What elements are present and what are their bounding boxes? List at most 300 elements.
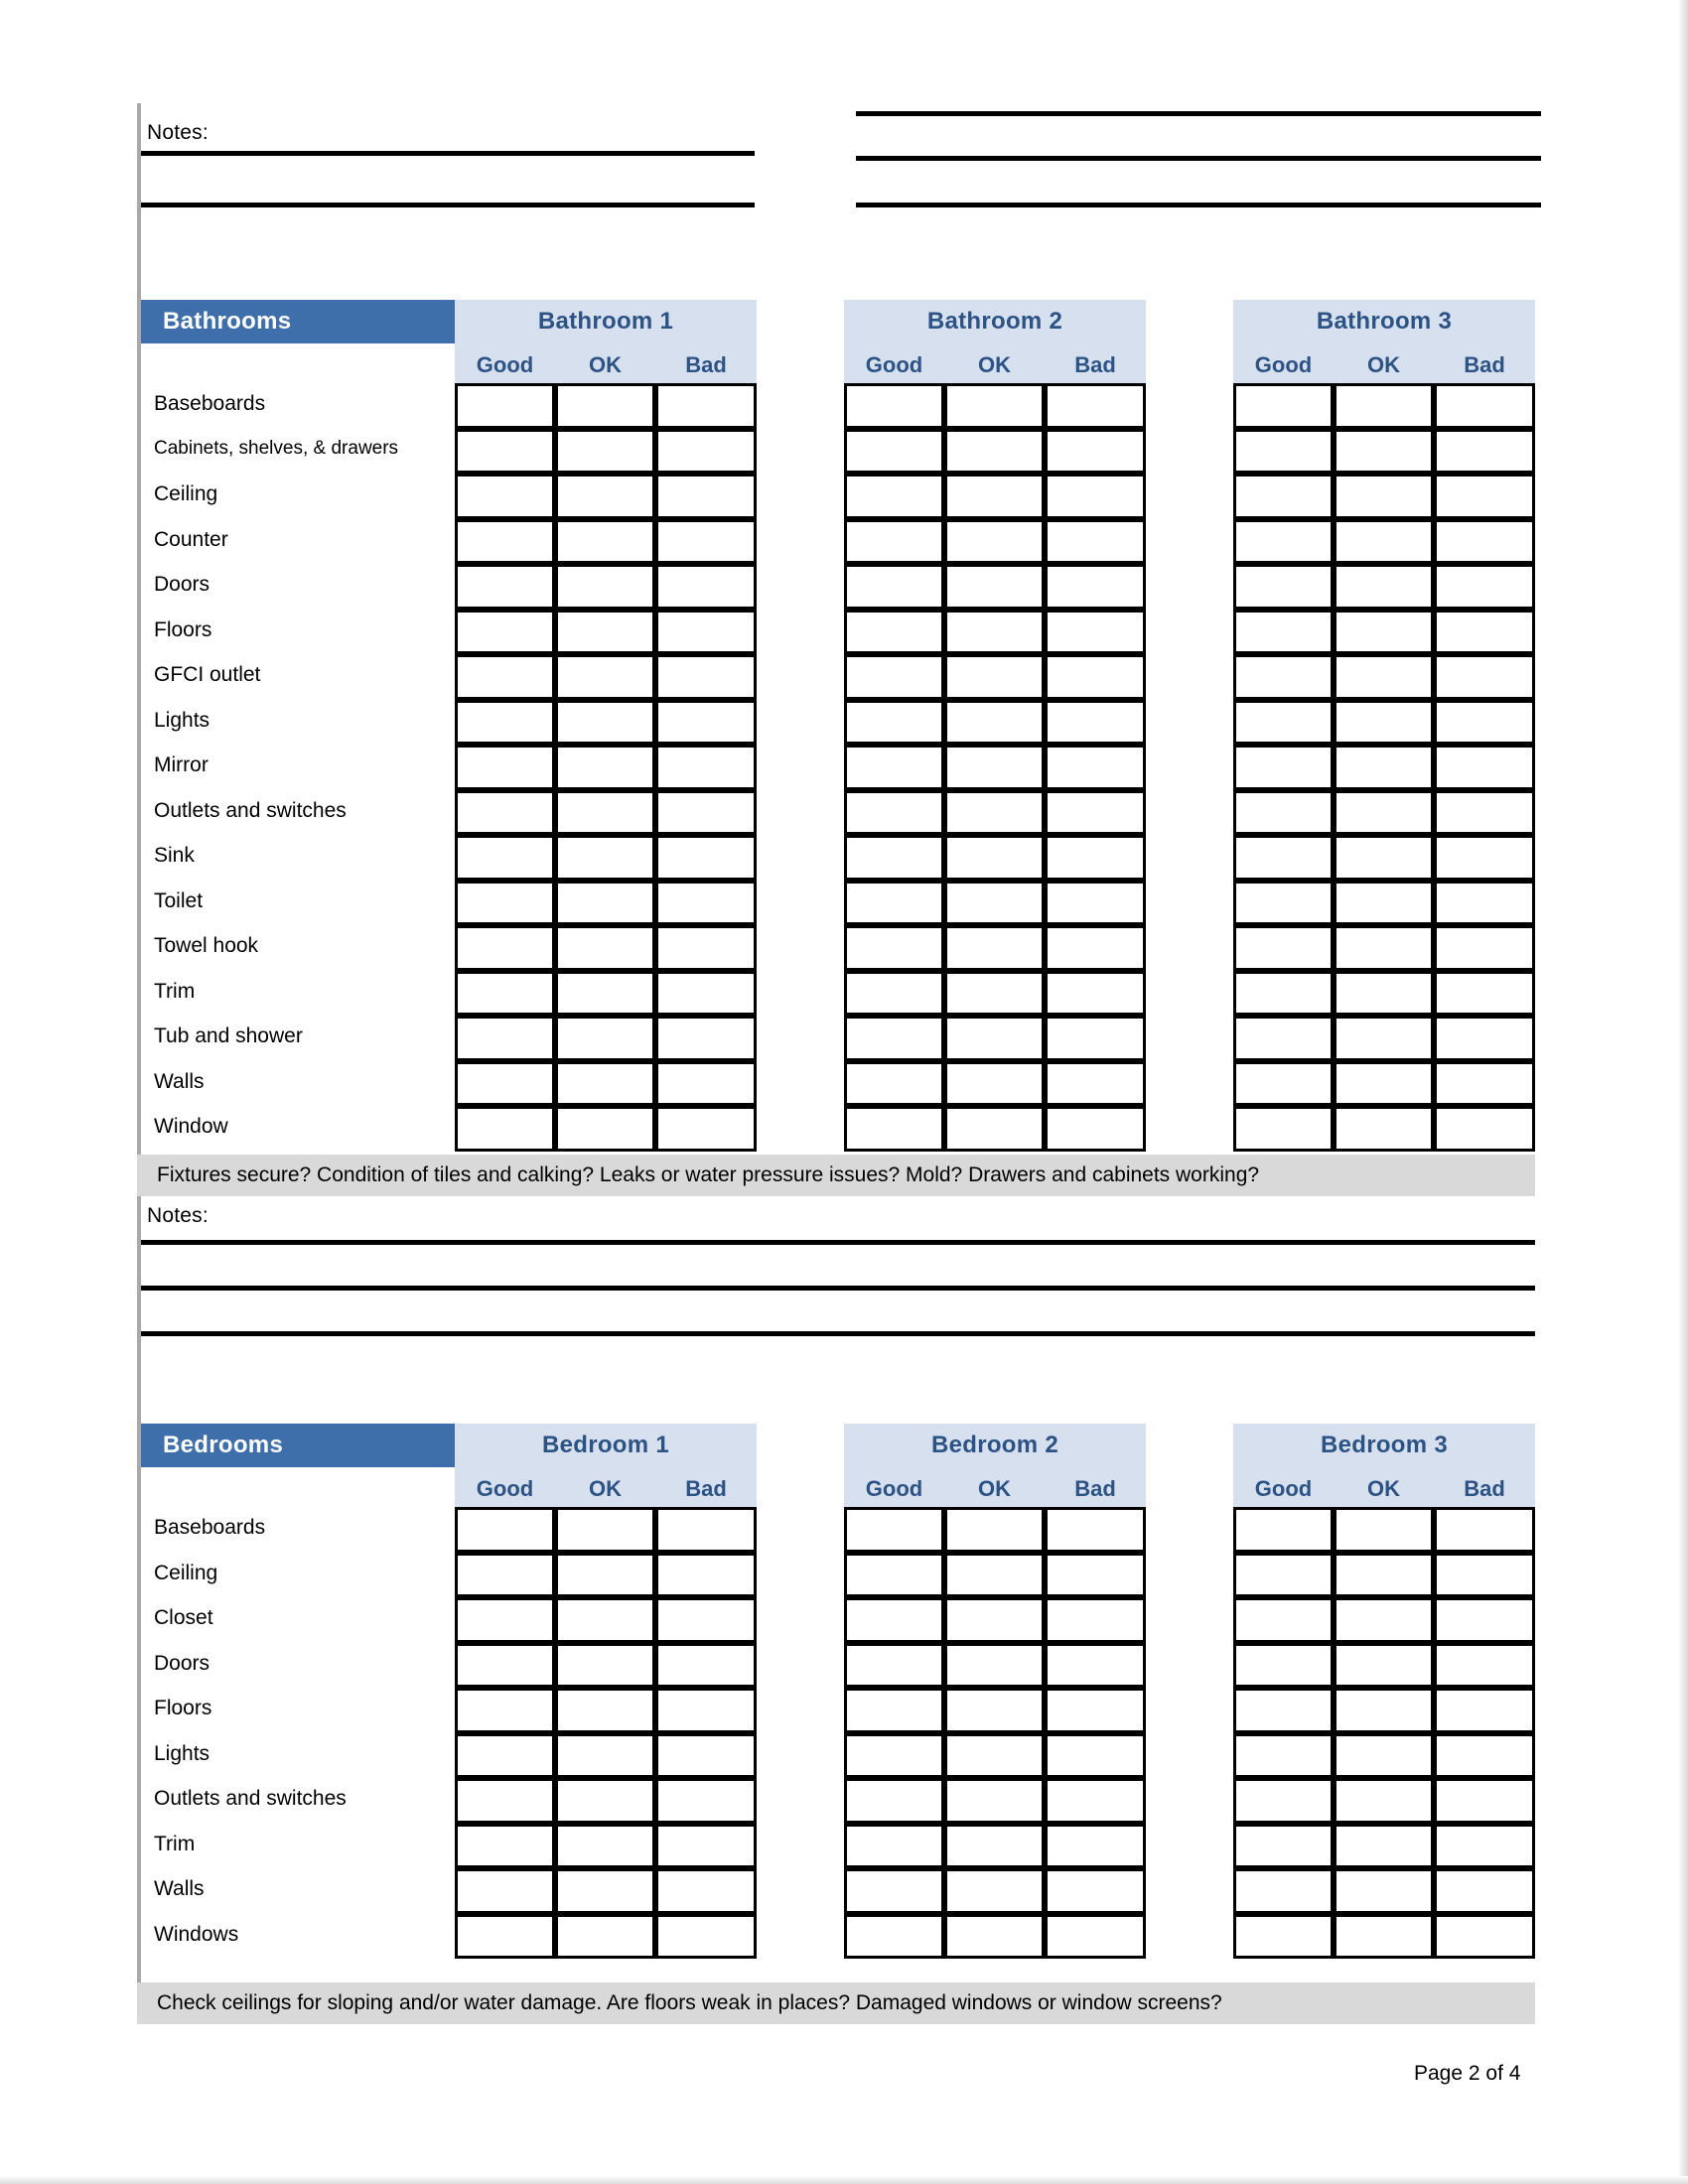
checkbox-bathroom-r8-room2-ok[interactable]: [944, 700, 1045, 746]
checkbox-bedroom-r8-room3-bad[interactable]: [1434, 1824, 1535, 1869]
checkbox-bedroom-r9-room1-ok[interactable]: [555, 1868, 655, 1914]
checkbox-bedroom-r6-room2-ok[interactable]: [944, 1733, 1045, 1779]
checkbox-bedroom-r9-room1-good[interactable]: [455, 1868, 555, 1914]
checkbox-bedroom-r10-room3-good[interactable]: [1233, 1914, 1334, 1960]
checkbox-bathroom-r5-room2-ok[interactable]: [944, 564, 1045, 610]
checkbox-bathroom-r9-room3-ok[interactable]: [1334, 745, 1434, 790]
tip-bar-bedrooms: Check ceilings for sloping and/or water damage. Are floors weak in places? Damaged windows or window screens?: [137, 1982, 1535, 2024]
checkbox-bedroom-r9-room1-bad[interactable]: [655, 1868, 757, 1914]
checkbox-bathroom-r11-room1-ok[interactable]: [555, 835, 655, 881]
checkbox-bedroom-r10-room2-ok[interactable]: [944, 1914, 1045, 1960]
checkbox-bathroom-r12-room1-ok[interactable]: [555, 881, 655, 926]
checkbox-bedroom-r1-room3-bad[interactable]: [1434, 1507, 1535, 1553]
checkbox-bathroom-r13-room1-good[interactable]: [455, 925, 555, 971]
checkbox-bedroom-r2-room2-ok[interactable]: [944, 1553, 1045, 1598]
checkbox-bathroom-r13-room1-bad[interactable]: [655, 925, 757, 971]
checkbox-bedroom-r7-room1-good[interactable]: [455, 1778, 555, 1824]
checkbox-bathroom-r9-room1-good[interactable]: [455, 745, 555, 790]
grade-ok-bedroom-2: OK: [978, 1476, 1011, 1501]
checkbox-bathroom-r10-room2-ok[interactable]: [944, 790, 1045, 836]
grade-ok-bedroom-1: OK: [589, 1476, 622, 1501]
room-header-bathroom-3: [1233, 300, 1535, 383]
top-notes-label: Notes:: [147, 121, 209, 144]
checkbox-bathroom-r9-room3-bad[interactable]: [1434, 745, 1535, 790]
checkbox-bathroom-r1-room1-bad[interactable]: [655, 383, 757, 429]
row-label-bedroom-walls: Walls: [154, 1877, 205, 1900]
row-label-bathroom-toilet: Toilet: [154, 888, 204, 912]
checkbox-bathroom-r6-room1-bad[interactable]: [655, 610, 757, 655]
checkbox-bathroom-r7-room1-bad[interactable]: [655, 654, 757, 700]
grade-good-bedroom-2: Good: [865, 1476, 923, 1501]
checkbox-bedroom-r8-room2-ok[interactable]: [944, 1824, 1045, 1869]
row-label-bathroom-floors: Floors: [154, 617, 212, 641]
checkbox-bedroom-r1-room3-ok[interactable]: [1334, 1507, 1434, 1553]
checkbox-bathroom-r12-room1-bad[interactable]: [655, 881, 757, 926]
checkbox-bedroom-r3-room3-bad[interactable]: [1434, 1597, 1535, 1643]
checkbox-bathroom-r6-room1-ok[interactable]: [555, 610, 655, 655]
checkbox-bedroom-r8-room3-good[interactable]: [1233, 1824, 1334, 1869]
checkbox-bedroom-r5-room2-good[interactable]: [844, 1688, 944, 1733]
checkbox-bathroom-r3-room3-bad[interactable]: [1434, 474, 1535, 519]
checkbox-bathroom-r1-room1-good[interactable]: [455, 383, 555, 429]
checkbox-bedroom-r7-room1-ok[interactable]: [555, 1778, 655, 1824]
checkbox-bedroom-r7-room2-ok[interactable]: [944, 1778, 1045, 1824]
checkbox-bedroom-r6-room3-bad[interactable]: [1434, 1733, 1535, 1779]
section-title-bedrooms: Bedrooms: [141, 1424, 455, 1467]
top-notes-line-left-1: [141, 151, 755, 156]
checkbox-bedroom-r1-room1-ok[interactable]: [555, 1507, 655, 1553]
checkbox-bedroom-r2-room1-good[interactable]: [455, 1553, 555, 1598]
checkbox-bedroom-r6-room3-good[interactable]: [1233, 1733, 1334, 1779]
checkbox-bathroom-r6-room3-good[interactable]: [1233, 610, 1334, 655]
checkbox-bathroom-r12-room2-ok[interactable]: [944, 881, 1045, 926]
checkbox-bedroom-r5-room1-good[interactable]: [455, 1688, 555, 1733]
checkbox-bathroom-r2-room2-ok[interactable]: [944, 429, 1045, 475]
checkbox-bathroom-r15-room2-good[interactable]: [844, 1016, 944, 1061]
checkbox-bathroom-r2-room2-good[interactable]: [844, 429, 944, 475]
checkbox-bathroom-r16-room3-good[interactable]: [1233, 1061, 1334, 1107]
top-notes-line-right-2: [856, 156, 1541, 161]
checkbox-bedroom-r6-room2-good[interactable]: [844, 1733, 944, 1779]
row-label-bathroom-baseboards: Baseboards: [154, 392, 266, 415]
checkbox-bathroom-r15-room2-bad[interactable]: [1045, 1016, 1146, 1061]
page-footer: Page 2 of 4: [1414, 2062, 1521, 2085]
grade-bad-bedroom-3: Bad: [1464, 1476, 1505, 1501]
checkbox-bedroom-r4-room2-bad[interactable]: [1045, 1643, 1146, 1689]
checkbox-bathroom-r3-room2-good[interactable]: [844, 474, 944, 519]
row-label-bedroom-trim: Trim: [154, 1832, 196, 1855]
checkbox-bathroom-r4-room3-ok[interactable]: [1334, 519, 1434, 565]
checkbox-bedroom-r2-room1-ok[interactable]: [555, 1553, 655, 1598]
checkbox-bathroom-r16-room2-good[interactable]: [844, 1061, 944, 1107]
checkbox-bedroom-r4-room3-bad[interactable]: [1434, 1643, 1535, 1689]
checkbox-bathroom-r11-room2-bad[interactable]: [1045, 835, 1146, 881]
checkbox-bathroom-r13-room3-ok[interactable]: [1334, 925, 1434, 971]
checkbox-bathroom-r16-room1-bad[interactable]: [655, 1061, 757, 1107]
checkbox-bathroom-r1-room2-ok[interactable]: [944, 383, 1045, 429]
checkbox-bathroom-r7-room3-ok[interactable]: [1334, 654, 1434, 700]
checkbox-bathroom-r10-room1-bad[interactable]: [655, 790, 757, 836]
checkbox-bathroom-r9-room3-good[interactable]: [1233, 745, 1334, 790]
checkbox-bathroom-r6-room1-good[interactable]: [455, 610, 555, 655]
checkbox-bathroom-r17-room3-bad[interactable]: [1434, 1106, 1535, 1152]
checkbox-bedroom-r1-room2-ok[interactable]: [944, 1507, 1045, 1553]
checkbox-bathroom-r8-room3-good[interactable]: [1233, 700, 1334, 746]
checkbox-bathroom-r16-room2-bad[interactable]: [1045, 1061, 1146, 1107]
checkbox-bathroom-r5-room1-ok[interactable]: [555, 564, 655, 610]
checkbox-bathroom-r8-room3-bad[interactable]: [1434, 700, 1535, 746]
checkbox-bathroom-r11-room3-ok[interactable]: [1334, 835, 1434, 881]
checkbox-bathroom-r10-room1-good[interactable]: [455, 790, 555, 836]
checkbox-bedroom-r2-room2-good[interactable]: [844, 1553, 944, 1598]
checkbox-bedroom-r5-room1-ok[interactable]: [555, 1688, 655, 1733]
checkbox-bathroom-r5-room3-bad[interactable]: [1434, 564, 1535, 610]
checkbox-bedroom-r9-room2-good[interactable]: [844, 1868, 944, 1914]
checkbox-bathroom-r5-room3-good[interactable]: [1233, 564, 1334, 610]
checkbox-bathroom-r3-room3-ok[interactable]: [1334, 474, 1434, 519]
checkbox-bathroom-r9-room1-bad[interactable]: [655, 745, 757, 790]
grade-ok-bathroom-1: OK: [589, 352, 622, 377]
checkbox-bathroom-r6-room2-good[interactable]: [844, 610, 944, 655]
row-label-bedroom-ceiling: Ceiling: [154, 1561, 218, 1584]
checkbox-bathroom-r10-room2-bad[interactable]: [1045, 790, 1146, 836]
checkbox-bathroom-r15-room1-good[interactable]: [455, 1016, 555, 1061]
checkbox-bathroom-r16-room3-ok[interactable]: [1334, 1061, 1434, 1107]
checkbox-bathroom-r3-room2-ok[interactable]: [944, 474, 1045, 519]
checkbox-bathroom-r14-room3-bad[interactable]: [1434, 971, 1535, 1017]
checkbox-bathroom-r3-room1-good[interactable]: [455, 474, 555, 519]
checkbox-bedroom-r10-room2-good[interactable]: [844, 1914, 944, 1960]
checkbox-bedroom-r7-room3-ok[interactable]: [1334, 1778, 1434, 1824]
checkbox-bedroom-r7-room3-good[interactable]: [1233, 1778, 1334, 1824]
checkbox-bedroom-r4-room1-good[interactable]: [455, 1643, 555, 1689]
checkbox-bathroom-r2-room1-ok[interactable]: [555, 429, 655, 475]
row-label-bedroom-doors: Doors: [154, 1651, 211, 1675]
checkbox-bathroom-r11-room3-good[interactable]: [1233, 835, 1334, 881]
checkbox-bathroom-r4-room1-good[interactable]: [455, 519, 555, 565]
checkbox-bathroom-r15-room1-ok[interactable]: [555, 1016, 655, 1061]
checkbox-bathroom-r17-room3-ok[interactable]: [1334, 1106, 1434, 1152]
checkbox-bathroom-r7-room1-ok[interactable]: [555, 654, 655, 700]
checkbox-bathroom-r14-room2-bad[interactable]: [1045, 971, 1146, 1017]
checkbox-bedroom-r6-room1-bad[interactable]: [655, 1733, 757, 1779]
row-label-bedroom-windows: Windows: [154, 1922, 239, 1946]
checkbox-bathroom-r17-room2-bad[interactable]: [1045, 1106, 1146, 1152]
checkbox-bathroom-r14-room1-ok[interactable]: [555, 971, 655, 1017]
checkbox-bathroom-r12-room3-ok[interactable]: [1334, 881, 1434, 926]
checkbox-bathroom-r4-room3-bad[interactable]: [1434, 519, 1535, 565]
checkbox-bathroom-r9-room2-good[interactable]: [844, 745, 944, 790]
checkbox-bathroom-r17-room1-ok[interactable]: [555, 1106, 655, 1152]
checkbox-bedroom-r9-room2-bad[interactable]: [1045, 1868, 1146, 1914]
checkbox-bathroom-r9-room2-bad[interactable]: [1045, 745, 1146, 790]
checkbox-bathroom-r6-room3-ok[interactable]: [1334, 610, 1434, 655]
checkbox-bedroom-r5-room1-bad[interactable]: [655, 1688, 757, 1733]
row-label-bathroom-cabinets-shelves-drawers: Cabinets, shelves, & drawers: [154, 437, 399, 459]
checkbox-bedroom-r10-room1-bad[interactable]: [655, 1914, 757, 1960]
checkbox-bedroom-r10-room1-ok[interactable]: [555, 1914, 655, 1960]
grade-bad-bathroom-3: Bad: [1464, 352, 1505, 377]
checkbox-bathroom-r7-room3-good[interactable]: [1233, 654, 1334, 700]
checkbox-bedroom-r8-room2-good[interactable]: [844, 1824, 944, 1869]
checkbox-bathroom-r17-room1-bad[interactable]: [655, 1106, 757, 1152]
checkbox-bathroom-r3-room2-bad[interactable]: [1045, 474, 1146, 519]
checkbox-bathroom-r5-room3-ok[interactable]: [1334, 564, 1434, 610]
checkbox-bathroom-r11-room1-bad[interactable]: [655, 835, 757, 881]
checkbox-bedroom-r2-room3-ok[interactable]: [1334, 1553, 1434, 1598]
checkbox-bedroom-r3-room2-ok[interactable]: [944, 1597, 1045, 1643]
checkbox-bedroom-r4-room3-ok[interactable]: [1334, 1643, 1434, 1689]
checkbox-bedroom-r6-room2-bad[interactable]: [1045, 1733, 1146, 1779]
checkbox-bathroom-r16-room3-bad[interactable]: [1434, 1061, 1535, 1107]
row-label-bedroom-baseboards: Baseboards: [154, 1516, 266, 1539]
row-label-bedroom-closet: Closet: [154, 1606, 213, 1629]
checkbox-bathroom-r2-room1-bad[interactable]: [655, 429, 757, 475]
checkbox-bathroom-r13-room3-bad[interactable]: [1434, 925, 1535, 971]
checkbox-bedroom-r4-room3-good[interactable]: [1233, 1643, 1334, 1689]
checkbox-bathroom-r10-room2-good[interactable]: [844, 790, 944, 836]
checkbox-bedroom-r3-room3-good[interactable]: [1233, 1597, 1334, 1643]
left-margin-rule: [137, 103, 141, 2019]
checkbox-bathroom-r12-room3-bad[interactable]: [1434, 881, 1535, 926]
checkbox-bathroom-r8-room1-ok[interactable]: [555, 700, 655, 746]
room-name-bathroom-1: Bathroom 1: [537, 308, 674, 335]
checkbox-bathroom-r5-room2-good[interactable]: [844, 564, 944, 610]
grade-bad-bedroom-1: Bad: [685, 1476, 727, 1501]
checkbox-bedroom-r10-room2-bad[interactable]: [1045, 1914, 1146, 1960]
checkbox-bathroom-r12-room2-good[interactable]: [844, 881, 944, 926]
checkbox-bathroom-r15-room3-bad[interactable]: [1434, 1016, 1535, 1061]
checkbox-bathroom-r3-room1-ok[interactable]: [555, 474, 655, 519]
checkbox-bedroom-r7-room3-bad[interactable]: [1434, 1778, 1535, 1824]
room-name-bedroom-1: Bedroom 1: [541, 1432, 670, 1458]
checkbox-bathroom-r5-room2-bad[interactable]: [1045, 564, 1146, 610]
checkbox-bedroom-r3-room2-bad[interactable]: [1045, 1597, 1146, 1643]
row-label-bedroom-outlets-and-switches: Outlets and switches: [154, 1787, 347, 1810]
checkbox-bedroom-r8-room1-good[interactable]: [455, 1824, 555, 1869]
checkbox-bedroom-r4-room1-bad[interactable]: [655, 1643, 757, 1689]
checkbox-bathroom-r9-room1-ok[interactable]: [555, 745, 655, 790]
checkbox-bathroom-r17-room2-ok[interactable]: [944, 1106, 1045, 1152]
checkbox-bedroom-r4-room2-ok[interactable]: [944, 1643, 1045, 1689]
checkbox-bedroom-r2-room3-bad[interactable]: [1434, 1553, 1535, 1598]
checkbox-bedroom-r4-room1-ok[interactable]: [555, 1643, 655, 1689]
checkbox-bedroom-r3-room1-good[interactable]: [455, 1597, 555, 1643]
checkbox-bedroom-r9-room3-ok[interactable]: [1334, 1868, 1434, 1914]
section-title-bathrooms: Bathrooms: [141, 300, 455, 343]
checkbox-bathroom-r16-room2-ok[interactable]: [944, 1061, 1045, 1107]
room-header-bathroom-2: [844, 300, 1146, 383]
checkbox-bathroom-r16-room1-good[interactable]: [455, 1061, 555, 1107]
checkbox-bathroom-r11-room1-good[interactable]: [455, 835, 555, 881]
checkbox-bathroom-r14-room1-good[interactable]: [455, 971, 555, 1017]
checkbox-bathroom-r4-room3-good[interactable]: [1233, 519, 1334, 565]
checkbox-bathroom-r12-room1-good[interactable]: [455, 881, 555, 926]
checkbox-bathroom-r15-room1-bad[interactable]: [655, 1016, 757, 1061]
checkbox-bathroom-r5-room1-bad[interactable]: [655, 564, 757, 610]
checkbox-bathroom-r17-room2-good[interactable]: [844, 1106, 944, 1152]
checkbox-bathroom-r2-room1-good[interactable]: [455, 429, 555, 475]
checkbox-bedroom-r3-room3-ok[interactable]: [1334, 1597, 1434, 1643]
checkbox-bathroom-r9-room2-ok[interactable]: [944, 745, 1045, 790]
row-label-bathroom-window: Window: [154, 1115, 228, 1138]
checkbox-bedroom-r1-room2-good[interactable]: [844, 1507, 944, 1553]
grade-good-bathroom-2: Good: [865, 352, 923, 377]
checkbox-bedroom-r10-room3-ok[interactable]: [1334, 1914, 1434, 1960]
checkbox-bedroom-r3-room2-good[interactable]: [844, 1597, 944, 1643]
checkbox-bedroom-r9-room3-good[interactable]: [1233, 1868, 1334, 1914]
checkbox-bedroom-r6-room3-ok[interactable]: [1334, 1733, 1434, 1779]
checkbox-bedroom-r3-room1-bad[interactable]: [655, 1597, 757, 1643]
checkbox-bathroom-r11-room3-bad[interactable]: [1434, 835, 1535, 881]
checkbox-bathroom-r13-room2-good[interactable]: [844, 925, 944, 971]
checkbox-bathroom-r1-room3-ok[interactable]: [1334, 383, 1434, 429]
checkbox-bedroom-r4-room2-good[interactable]: [844, 1643, 944, 1689]
checkbox-bedroom-r2-room2-bad[interactable]: [1045, 1553, 1146, 1598]
checkbox-bathroom-r2-room3-good[interactable]: [1233, 429, 1334, 475]
checkbox-bedroom-r7-room2-bad[interactable]: [1045, 1778, 1146, 1824]
checkbox-bedroom-r5-room3-ok[interactable]: [1334, 1688, 1434, 1733]
checkbox-bathroom-r15-room3-good[interactable]: [1233, 1016, 1334, 1061]
checkbox-bedroom-r6-room1-good[interactable]: [455, 1733, 555, 1779]
checkbox-bedroom-r7-room2-good[interactable]: [844, 1778, 944, 1824]
checkbox-bedroom-r1-room2-bad[interactable]: [1045, 1507, 1146, 1553]
row-label-bathroom-towel-hook: Towel hook: [154, 934, 259, 957]
checkbox-bathroom-r11-room2-good[interactable]: [844, 835, 944, 881]
checkbox-bathroom-r10-room3-good[interactable]: [1233, 790, 1334, 836]
checkbox-bathroom-r8-room1-bad[interactable]: [655, 700, 757, 746]
checkbox-bathroom-r13-room2-ok[interactable]: [944, 925, 1045, 971]
checkbox-bathroom-r6-room3-bad[interactable]: [1434, 610, 1535, 655]
room-header-bathroom-1: [455, 300, 757, 383]
checkbox-bedroom-r1-room1-good[interactable]: [455, 1507, 555, 1553]
row-label-bathroom-gfci-outlet: GFCI outlet: [154, 663, 261, 686]
room-header-bedroom-1: [455, 1424, 757, 1507]
checkbox-bathroom-r1-room1-ok[interactable]: [555, 383, 655, 429]
checkbox-bedroom-r8-room1-bad[interactable]: [655, 1824, 757, 1869]
room-header-bedroom-3: [1233, 1424, 1535, 1507]
checkbox-bathroom-r2-room3-ok[interactable]: [1334, 429, 1434, 475]
checkbox-bathroom-r1-room2-good[interactable]: [844, 383, 944, 429]
checkbox-bathroom-r13-room3-good[interactable]: [1233, 925, 1334, 971]
checkbox-bathroom-r7-room1-good[interactable]: [455, 654, 555, 700]
grade-bad-bathroom-1: Bad: [685, 352, 727, 377]
checkbox-bathroom-r17-room1-good[interactable]: [455, 1106, 555, 1152]
checkbox-bathroom-r7-room2-good[interactable]: [844, 654, 944, 700]
checkbox-bedroom-r10-room3-bad[interactable]: [1434, 1914, 1535, 1960]
checkbox-bathroom-r2-room3-bad[interactable]: [1434, 429, 1535, 475]
checkbox-bathroom-r17-room3-good[interactable]: [1233, 1106, 1334, 1152]
room-name-bedroom-3: Bedroom 3: [1320, 1432, 1449, 1458]
checkbox-bathroom-r13-room2-bad[interactable]: [1045, 925, 1146, 971]
checkbox-bathroom-r6-room2-bad[interactable]: [1045, 610, 1146, 655]
checkbox-bathroom-r10-room3-ok[interactable]: [1334, 790, 1434, 836]
page-edge-shadow-right: [1678, 0, 1688, 2184]
checkbox-bathroom-r7-room2-ok[interactable]: [944, 654, 1045, 700]
checkbox-bathroom-r7-room2-bad[interactable]: [1045, 654, 1146, 700]
checkbox-bedroom-r2-room3-good[interactable]: [1233, 1553, 1334, 1598]
checkbox-bathroom-r14-room2-ok[interactable]: [944, 971, 1045, 1017]
checkbox-bathroom-r4-room2-good[interactable]: [844, 519, 944, 565]
checkbox-bathroom-r10-room1-ok[interactable]: [555, 790, 655, 836]
checkbox-bedroom-r5-room2-bad[interactable]: [1045, 1688, 1146, 1733]
checkbox-bathroom-r14-room2-good[interactable]: [844, 971, 944, 1017]
checkbox-bathroom-r16-room1-ok[interactable]: [555, 1061, 655, 1107]
tip-bar-bathrooms: Fixtures secure? Condition of tiles and calking? Leaks or water pressure issues? Mold? Drawers and cabinets working?: [137, 1155, 1535, 1196]
grade-good-bedroom-1: Good: [476, 1476, 534, 1501]
checkbox-bedroom-r9-room2-ok[interactable]: [944, 1868, 1045, 1914]
checkbox-bathroom-r10-room3-bad[interactable]: [1434, 790, 1535, 836]
row-label-bathroom-sink: Sink: [154, 844, 195, 867]
top-notes-line-right-1: [856, 111, 1541, 116]
checkbox-bathroom-r8-room2-bad[interactable]: [1045, 700, 1146, 746]
checkbox-bedroom-r8-room2-bad[interactable]: [1045, 1824, 1146, 1869]
grade-ok-bathroom-2: OK: [978, 352, 1011, 377]
bathrooms-notes-line-3: [141, 1331, 1535, 1336]
checkbox-bedroom-r8-room1-ok[interactable]: [555, 1824, 655, 1869]
row-label-bathroom-tub-and-shower: Tub and shower: [154, 1024, 303, 1047]
checkbox-bedroom-r5-room3-good[interactable]: [1233, 1688, 1334, 1733]
checkbox-bathroom-r4-room2-bad[interactable]: [1045, 519, 1146, 565]
checkbox-bathroom-r8-room2-good[interactable]: [844, 700, 944, 746]
checkbox-bathroom-r4-room1-bad[interactable]: [655, 519, 757, 565]
checkbox-bathroom-r3-room3-good[interactable]: [1233, 474, 1334, 519]
room-header-bedroom-2: [844, 1424, 1146, 1507]
top-notes-line-right-3: [856, 203, 1541, 207]
checkbox-bathroom-r4-room1-ok[interactable]: [555, 519, 655, 565]
checkbox-bathroom-r1-room2-bad[interactable]: [1045, 383, 1146, 429]
checkbox-bedroom-r1-room3-good[interactable]: [1233, 1507, 1334, 1553]
checkbox-bathroom-r7-room3-bad[interactable]: [1434, 654, 1535, 700]
checkbox-bathroom-r11-room2-ok[interactable]: [944, 835, 1045, 881]
checkbox-bathroom-r3-room1-bad[interactable]: [655, 474, 757, 519]
checkbox-bathroom-r15-room3-ok[interactable]: [1334, 1016, 1434, 1061]
checkbox-bedroom-r10-room1-good[interactable]: [455, 1914, 555, 1960]
checkbox-bathroom-r2-room2-bad[interactable]: [1045, 429, 1146, 475]
grade-ok-bedroom-3: OK: [1367, 1476, 1400, 1501]
checkbox-bedroom-r2-room1-bad[interactable]: [655, 1553, 757, 1598]
checkbox-bathroom-r14-room3-good[interactable]: [1233, 971, 1334, 1017]
checkbox-bathroom-r14-room3-ok[interactable]: [1334, 971, 1434, 1017]
checkbox-bedroom-r5-room2-ok[interactable]: [944, 1688, 1045, 1733]
room-name-bathroom-3: Bathroom 3: [1316, 308, 1453, 335]
checkbox-bedroom-r8-room3-ok[interactable]: [1334, 1824, 1434, 1869]
checkbox-bathroom-r4-room2-ok[interactable]: [944, 519, 1045, 565]
checkbox-bedroom-r3-room1-ok[interactable]: [555, 1597, 655, 1643]
top-notes-line-left-2: [141, 203, 755, 207]
checkbox-bathroom-r13-room1-ok[interactable]: [555, 925, 655, 971]
checkbox-bedroom-r6-room1-ok[interactable]: [555, 1733, 655, 1779]
checkbox-bathroom-r12-room3-good[interactable]: [1233, 881, 1334, 926]
checkbox-bathroom-r12-room2-bad[interactable]: [1045, 881, 1146, 926]
grade-good-bathroom-3: Good: [1254, 352, 1313, 377]
row-label-bathroom-trim: Trim: [154, 979, 196, 1003]
checkbox-bathroom-r14-room1-bad[interactable]: [655, 971, 757, 1017]
checkbox-bathroom-r15-room2-ok[interactable]: [944, 1016, 1045, 1061]
checkbox-bathroom-r1-room3-good[interactable]: [1233, 383, 1334, 429]
grade-bad-bedroom-2: Bad: [1074, 1476, 1116, 1501]
checkbox-bathroom-r8-room3-ok[interactable]: [1334, 700, 1434, 746]
checkbox-bathroom-r8-room1-good[interactable]: [455, 700, 555, 746]
checkbox-bathroom-r1-room3-bad[interactable]: [1434, 383, 1535, 429]
checkbox-bedroom-r5-room3-bad[interactable]: [1434, 1688, 1535, 1733]
checkbox-bedroom-r1-room1-bad[interactable]: [655, 1507, 757, 1553]
checkbox-bedroom-r7-room1-bad[interactable]: [655, 1778, 757, 1824]
checkbox-bedroom-r9-room3-bad[interactable]: [1434, 1868, 1535, 1914]
checkbox-bathroom-r6-room2-ok[interactable]: [944, 610, 1045, 655]
checkbox-bathroom-r5-room1-good[interactable]: [455, 564, 555, 610]
row-label-bathroom-counter: Counter: [154, 527, 228, 551]
